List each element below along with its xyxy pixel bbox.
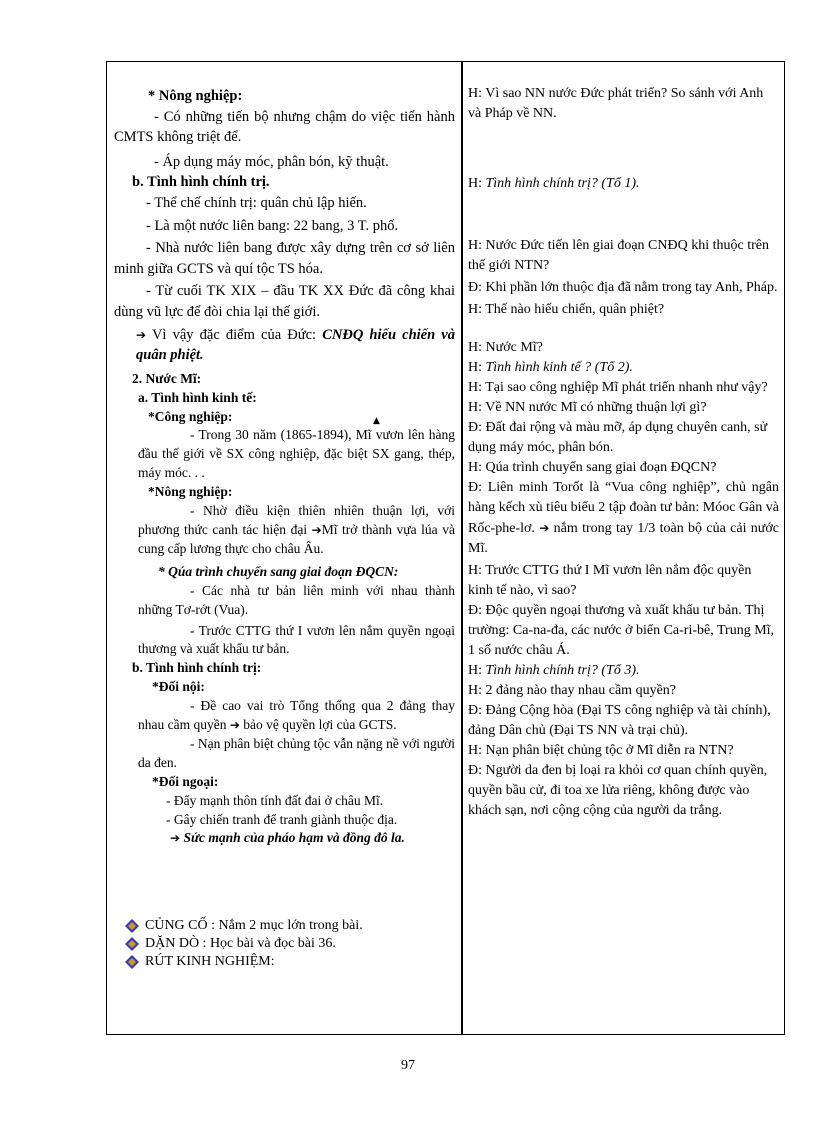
text-span: Tình hình kinh tế ? (Tổ 2). [485,360,633,375]
text-line: - Nhà nước liên bang được xây dựng trên cơ sở liên minh giữa GCTS và quí tộc TS hóa. [114,240,455,277]
list-item-label: CỦNG CỐ : Nắm 2 mục lớn trong bài. [145,918,363,933]
list-item [125,935,363,953]
list-item [125,953,363,971]
text-line: - Có những tiến bộ nhưng chậm do việc tiến hành CMTS không triệt để. [114,108,455,146]
text-span: H: [468,176,486,191]
text-line: - Nạn phân biệt chủng tộc vẫn nặng nề với người da đen. [138,735,455,770]
right-arrow-icon: ➔ [311,522,322,537]
text-line: - Đẩy mạnh thôn tính đất đai ở châu Mĩ. [166,792,384,808]
questions-column [463,62,785,821]
question-line: H: Nước Mĩ? [468,340,543,355]
heading-economy: a. Tình hình kinh tế: [138,389,257,405]
question-line: H: Trước CTTG thứ I Mĩ vươn lên nắm độc quyền kinh tế nào, vì sao? [468,563,752,598]
right-arrow-icon: ➔ [136,327,147,342]
text-line: - Trước CTTG thứ I vươn lên nắm quyền ngoại thương và xuất khẩu tư bản. [138,622,455,657]
text-span: H: [468,663,486,678]
text-line: - Trong 30 năm (1865-1894), Mĩ vươn lên hàng đầu thế giới về SX công nghiệp, đặc biệt SX gang, thép, máy móc. . . [138,427,455,481]
question-line: H: Nạn phân biệt chủng tộc ở Mĩ diễn ra NTN? [468,743,734,758]
text-line [114,502,455,559]
question-line: H: Qúa trình chuyển sang giai đoạn ĐQCN? [468,460,717,475]
answer-line [468,478,779,559]
text-line: - Gây chiến tranh để tranh giành thuộc địa. [166,811,398,827]
diamond-bullet-icon [125,919,139,933]
text-line: - Là một nước liên bang: 22 bang, 3 T. phố. [146,217,399,234]
text-line: - Các nhà tư bản liên minh với nhau thành những Tơ-rớt (Vua). [138,582,455,617]
question-line: H: 2 đảng nào thay nhau cầm quyền? [468,683,676,698]
answer-line: Đ: Người da đen bị loại ra khỏi cơ quan chính quyền, quyền bầu cử, đi toa xe lửa riêng, không được vào khách sạn, nơi cộng cộng của người da trắng. [468,763,768,818]
heading-domestic: *Đối nội: [152,679,205,695]
text-span: Tình hình chính trị? (Tổ 1). [485,176,640,191]
text-span: Mĩ trở thành vựa lúa và cung cấp lương thực cho châu Âu. [138,521,455,556]
heading-usa: 2. Nước Mĩ: [132,370,202,386]
text-span: Tình hình chính trị? (Tổ 3). [485,663,640,678]
heading-transition: * Qúa trình chuyển sang giai đoạn ĐQCN: [158,563,399,579]
question-line: H: Về NN nước Mĩ có những thuận lợi gì? [468,400,707,415]
page-number: 97 [401,1058,415,1073]
emphasis-text: Sức mạnh của pháo hạm và đồng đô la. [183,830,405,846]
triangle-marker-icon: ▲ [373,416,380,426]
text-line: - Thể chế chính trị: quân chủ lập hiến. [146,194,367,211]
text-span: Đ: Liên minh Torốt là “Vua công nghiệp”, chủ ngân hàng kếch xù tiêu biểu 2 tập đoàn tư bản: Móoc Gân và Rốc-phe-lơ. [468,480,779,536]
us-section [114,370,455,849]
heading-foreign: *Đối ngoại: [152,773,219,789]
answer-line: Đ: Đất đai rộng và màu mỡ, áp dụng chuyên canh, sử dụng máy móc, phân bón. [468,420,768,455]
text-span: H: [468,360,486,375]
heading-agriculture-usa: *Nông nghiệp: [148,484,233,500]
question-line: H: Nước Đức tiến lên giai đoạn CNĐQ khi thuộc trên thế giới NTN? [468,238,769,273]
question-line [468,661,779,681]
text-span: nắm trong tay 1/3 toàn bộ của cải nước Mĩ. [468,521,780,556]
diamond-bullet-icon [125,937,139,951]
heading-industry: *Công nghiệp: [148,408,233,424]
conclusion-line [114,325,455,366]
list-item-label: DẶN DÒ : Học bài và đọc bài 36. [145,936,336,951]
list-item-label: RÚT KINH NGHIỆM: [145,954,275,969]
heading-politics: b. Tình hình chính trị. [132,174,270,191]
diamond-bullet-icon [125,955,139,969]
right-arrow-icon: ➔ [229,718,240,733]
question-line [468,358,779,378]
question-line: H: Tại sao công nghiệp Mĩ phát triển nhanh như vậy? [468,380,768,395]
list-item [125,917,363,935]
text-line: - Từ cuối TK XIX – đầu TK XX Đức đã công khai dùng vũ lực để đòi chia lại thế giới. [114,283,455,320]
text-span: - Đề cao vai trò Tổng thống qua 2 đảng thay nhau cầm quyền [138,698,455,733]
text-line [114,697,455,735]
conclusion-line [114,829,455,848]
question-line [468,174,779,194]
text-line: - Áp dụng máy móc, phân bón, kỹ thuật. [154,153,389,170]
text-span: - Nhờ điều kiện thiên nhiên thuận lợi, với phương thức canh tác hiện đại [138,503,455,537]
content-column [106,62,461,848]
text-line: Vì vậy đặc điểm của Đức: [151,326,323,343]
emphasis-text: CNĐQ hiếu chiến và quân phiệt. [136,326,455,364]
lesson-footer-list [125,917,363,971]
answer-line: Đ: Đảng Cộng hòa (Đại TS công nghiệp và tài chính), đảng Dân chủ (Đại TS NN và trại chủ). [468,703,771,738]
heading-agriculture: * Nông nghiệp: [148,88,243,104]
question-line: H: Vì sao NN nước Đức phát triển? So sánh với Anh và Pháp về NN. [468,86,764,121]
text-span: bảo vệ quyền lợi của GCTS. [243,717,397,733]
heading-politics-usa: b. Tình hình chính trị: [132,660,262,676]
question-line: H: Thế nào hiếu chiến, quân phiệt? [468,302,665,317]
right-arrow-icon: ➔ [170,831,181,846]
answer-line: Đ: Độc quyền ngoại thương và xuất khẩu tư bản. Thị trường: Ca-na-đa, các nước ở biển Ca-ri-bê, Trung Mĩ, 1 số nước châu Á. [468,603,775,658]
right-arrow-icon: ➔ [539,521,550,535]
answer-line: Đ: Khi phần lớn thuộc địa đã nằm trong tay Anh, Pháp. [468,280,778,295]
